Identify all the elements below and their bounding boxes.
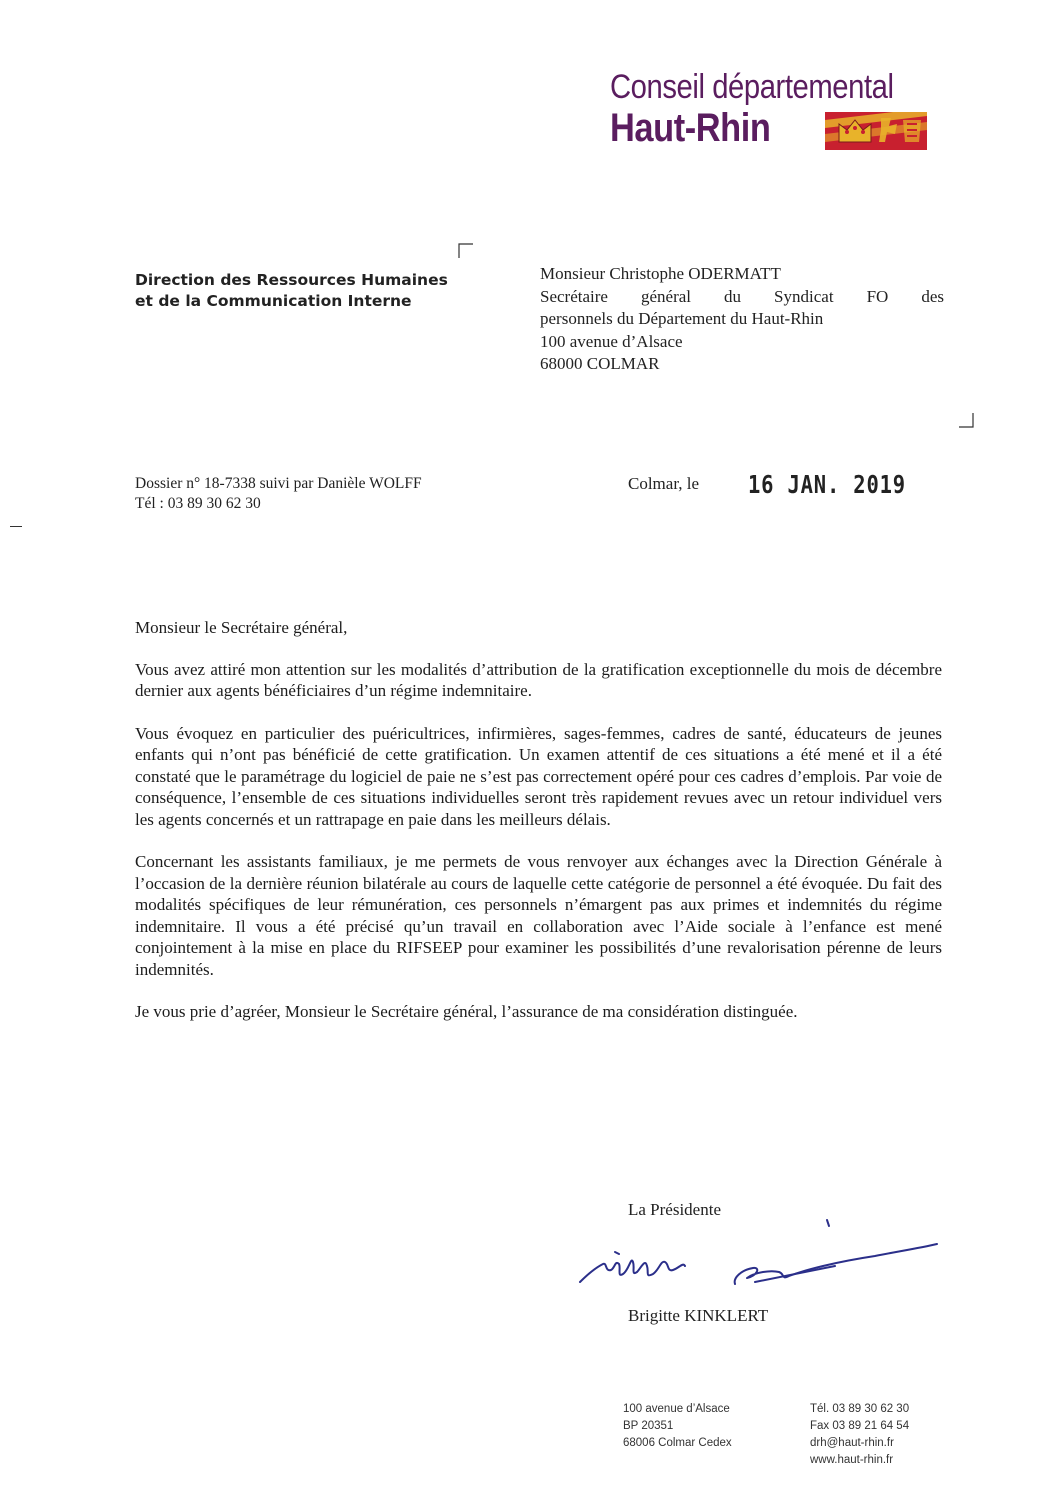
recipient-address xyxy=(540,263,944,376)
dept-line2: et de la Communication Interne xyxy=(135,292,412,310)
date-place: Colmar, le xyxy=(628,474,700,493)
letter-body xyxy=(135,617,942,1044)
recipient-name: Monsieur Christophe ODERMATT xyxy=(540,264,781,283)
fold-mark xyxy=(10,526,22,527)
logo-line2: Haut-Rhin xyxy=(610,106,771,150)
department-logo xyxy=(610,68,940,158)
handwritten-signature xyxy=(575,1212,945,1292)
signatory-title: La Présidente xyxy=(628,1200,721,1219)
footer-address-line3: 68006 Colmar Cedex xyxy=(623,1437,732,1449)
reference-block xyxy=(135,474,422,514)
closing-paragraph: Je vous prie d’agréer, Monsieur le Secrétaire général, l’assurance de ma considération distinguée. xyxy=(135,1002,798,1021)
corner-mark-bottom-right xyxy=(958,412,974,428)
date-stamp: 16 JAN. 2019 xyxy=(748,470,906,499)
dept-line1: Direction des Ressources Humaines xyxy=(135,271,448,289)
footer-website: www.haut-rhin.fr xyxy=(810,1454,894,1466)
footer-address xyxy=(623,1401,732,1452)
logo-line1: Conseil départemental xyxy=(610,68,894,106)
recipient-street: 100 avenue d’Alsace xyxy=(540,331,683,351)
signatory-name: Brigitte KINKLERT xyxy=(628,1306,769,1325)
paragraph: Vous avez attiré mon attention sur les modalités d’attribution de la gratification exceptionnelle du mois de décembre dernier aux agents bénéficiaires d’un régime indemnitaire. xyxy=(135,659,942,700)
footer-email: drh@haut-rhin.fr xyxy=(810,1437,894,1449)
recipient-city: 68000 COLMAR xyxy=(540,354,660,373)
footer-tel: Tél. 03 89 30 62 30 xyxy=(810,1403,910,1415)
footer-contacts xyxy=(810,1401,909,1469)
coat-of-arms-icon xyxy=(825,112,927,150)
corner-mark-top-left xyxy=(458,243,474,259)
footer-address-line2: BP 20351 xyxy=(623,1420,674,1432)
salutation: Monsieur le Secrétaire général, xyxy=(135,618,348,637)
contact-phone: Tél : 03 89 30 62 30 xyxy=(135,495,261,512)
sender-department xyxy=(135,270,448,312)
footer-address-line1: 100 avenue d’Alsace xyxy=(623,1403,730,1415)
dossier-reference: Dossier n° 18-7338 suivi par Danièle WOLFF xyxy=(135,475,422,492)
paragraph: Vous évoquez en particulier des puéricultrices, infirmières, sages-femmes, cadres de santé, éducateurs de jeunes enfants qui n’ont pas bénéficié de cette gratification. Un examen attentif de ces situations a été mené et il a été constaté que le paramétrage du logiciel de paie ne s’est pas correctement opéré pour ces cadres d’emplois. Par voie de conséquence, l’ensemble de ces situations individuelles seront très rapidement revues avec un retour individuel vers les agents concernés et un rattrapage en paie dans les meilleurs délais. xyxy=(135,723,942,829)
recipient-title-line2: personnels du Département du Haut-Rhin xyxy=(540,309,824,328)
paragraph: Concernant les assistants familiaux, je me permets de vous renvoyer aux échanges avec la Direction Générale à l’occasion de la dernière réunion bilatérale au cours de laquelle cette catégorie de personnel a été évoquée. Du fait des modalités spécifiques de leur rémunération, ces personnels n’émargent pas aux primes et indemnités du régime indemnitaire. Il vous a été précisé qu’un travail en collaboration avec l’Aide sociale à l’enfance est mené conjointement à la mise en place du RIFSEEP pour examiner les possibilités d’une revalorisation pérenne de leurs indemnités. xyxy=(135,852,942,979)
footer-fax: Fax 03 89 21 64 54 xyxy=(810,1420,910,1432)
recipient-title-line1: Secrétaire général du Syndicat FO des xyxy=(540,286,944,306)
